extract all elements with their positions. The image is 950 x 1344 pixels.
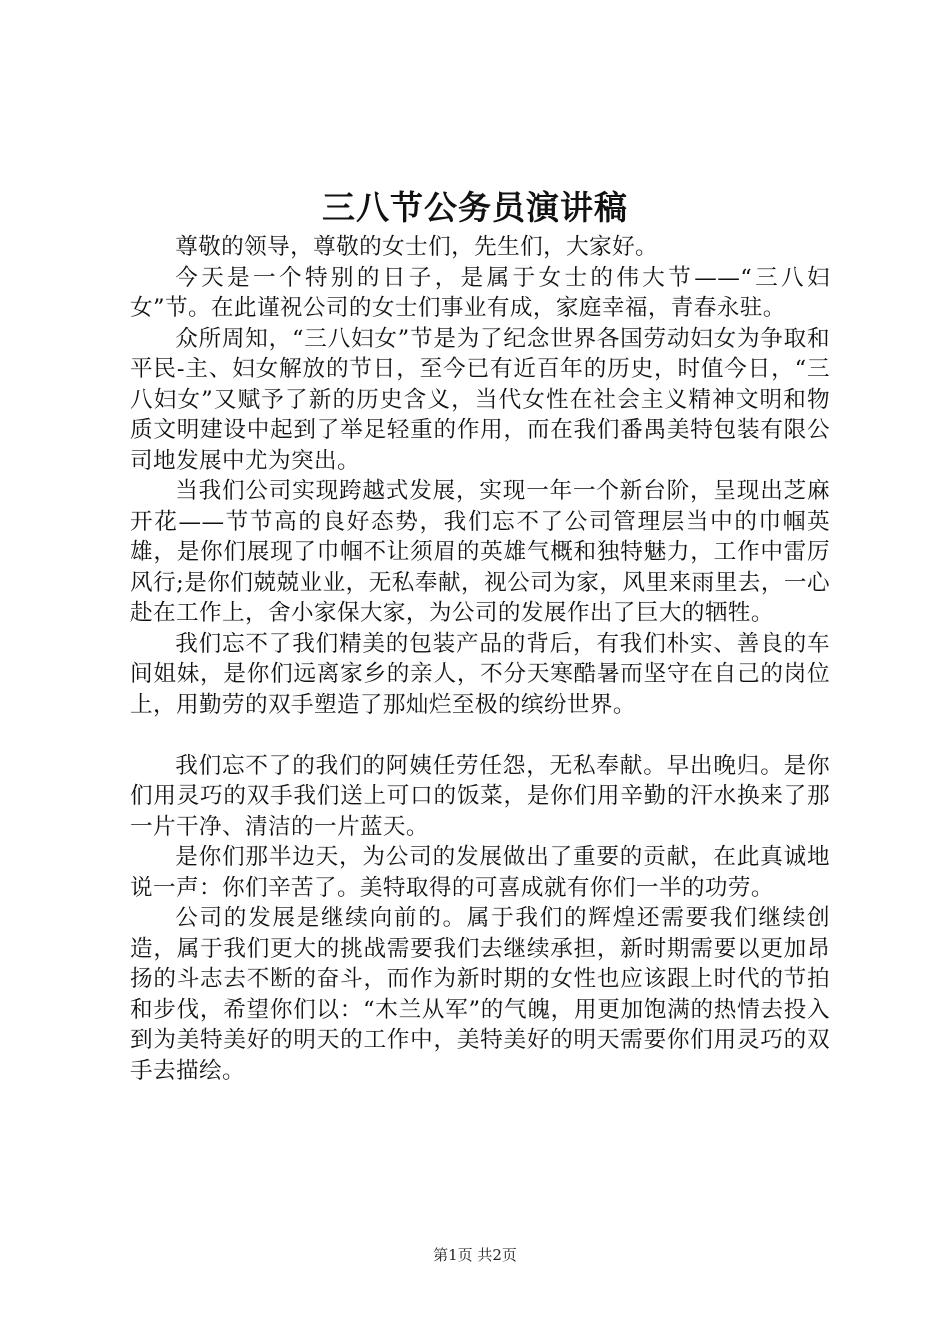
page-number-footer: 第1页 共2页 xyxy=(433,1246,517,1264)
paragraph-future: 公司的发展是继续向前的。属于我们的辉煌还需要我们继续创造，属于我们更大的挑战需要我们去继续承担，新时期需要以更加昂扬的斗志去不断的奋斗，而作为新时期的女性也应该跟上时代的节拍和步伐，希望你们以：“木兰从军”的气魄，用更加饱满的热情去投入到为美特美好的明天的工作中，美特美好的明天需要你们用灵巧的双手去描绘。 xyxy=(130,905,830,1084)
paragraph-workshop-sisters: 我们忘不了我们精美的包装产品的背后，有我们朴实、善良的车间姐妹，是你们远离家乡的亲人，不分天寒酷暑而坚守在自己的岗位上，用勤劳的双手塑造了那灿烂至极的缤纷世界。 xyxy=(130,630,830,718)
document-title: 三八节公务员演讲稿 xyxy=(322,188,628,227)
paragraph-festival-wishes: 今天是一个特别的日子，是属于女士的伟大节——“三八妇女”节。在此谨祝公司的女士们事业有成，家庭幸福，青春永驻。 xyxy=(130,264,830,321)
paragraph-half-the-sky: 是你们那半边天，为公司的发展做出了重要的贡献，在此真诚地说一声：你们辛苦了。美特取得的可喜成就有你们一半的功劳。 xyxy=(130,844,830,901)
paragraph-aunties: 我们忘不了的我们的阿姨任劳任怨，无私奉献。早出晚归。是你们用灵巧的双手我们送上可口的饭菜，是你们用辛勤的汗水换来了那一片干净、清洁的一片蓝天。 xyxy=(130,752,830,840)
paragraph-history: 众所周知，“三八妇女”节是为了纪念世界各国劳动妇女为争取和平民-主、妇女解放的节日，至今已有近百年的历史，时值今日，“三八妇女”又赋予了新的历史含义，当代女性在社会主义精神文明和物质文明建设中起到了举足轻重的作用，而在我们番禺美特包装有限公司地发展中尤为突出。 xyxy=(130,325,830,474)
paragraph-management-heroines: 当我们公司实现跨越式发展，实现一年一个新台阶，呈现出芝麻开花——节节高的良好态势，我们忘不了公司管理层当中的巾帼英雄，是你们展现了巾帼不让须眉的英雄气概和独特魅力，工作中雷厉风行;是你们兢兢业业，无私奉献，视公司为家，风里来雨里去，一心赴在工作上，舍小家保大家，为公司的发展作出了巨大的牺牲。 xyxy=(130,478,830,626)
paragraph-greeting: 尊敬的领导，尊敬的女士们，先生们，大家好。 xyxy=(175,234,659,260)
document-body xyxy=(130,232,830,1086)
